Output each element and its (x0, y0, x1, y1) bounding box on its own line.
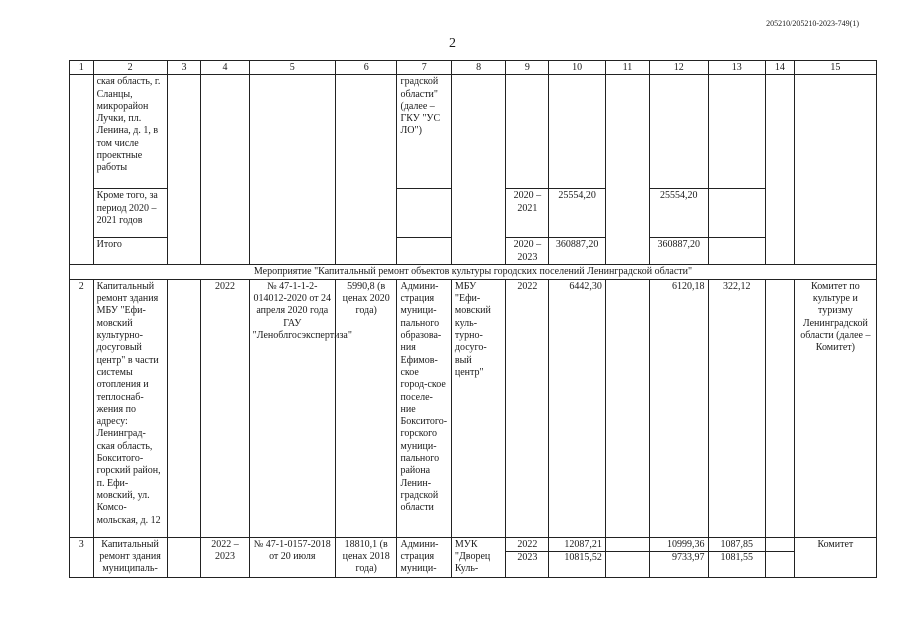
period-cell: 2022 – 2023 (201, 537, 249, 577)
row-number: 2 (70, 279, 94, 537)
besides-label: Кроме того, за период 2020 – 2021 годов (93, 189, 167, 238)
cost-cell: 5990,8 (в ценах 2020 года) (335, 279, 397, 537)
regional-cell: 6120,18 (650, 279, 709, 537)
total-cell: 25554,20 (549, 189, 605, 238)
total-label: Итого (93, 238, 167, 265)
year-cell: 2023 (506, 551, 548, 564)
column-number: 13 (708, 61, 765, 75)
responsible-cell: Комитет (794, 537, 876, 577)
table-row (70, 75, 877, 189)
page-number: 2 (449, 36, 456, 51)
local-cell: 1087,85 (720, 538, 754, 550)
customer-cell: Админи-страция муници-пального образова-ния Ефимов-ское город-ское поселе-ние Бокситого-горского муници-пального района Ленин-градской области (397, 279, 451, 537)
object-address-cont: ская область, г. Сланцы, микрорайон Лучки, пл. Ленина, д. 1, в том числе проектные работы (93, 75, 167, 189)
column-number: 11 (605, 61, 649, 75)
recipient-cell: МУК "Дворец Куль- (451, 537, 505, 577)
regional-cell: 10999,36 (667, 538, 705, 550)
column-number: 6 (335, 61, 397, 75)
column-number: 8 (451, 61, 505, 75)
expertise-cell: № 47-1-1-2-014012-2020 от 24 апреля 2020 года ГАУ "Леноблгосэкспертиза" (249, 279, 335, 537)
total-cell: 12087,21 (564, 538, 602, 550)
year-cell: 2020 – 2023 (506, 238, 549, 265)
customer-cont: градской области" (далее – ГКУ "УС ЛО") (397, 75, 451, 189)
total-cell: 360887,20 (549, 238, 605, 265)
object-name: Капитальный ремонт здания муниципаль- (93, 537, 167, 577)
regional-cell: 25554,20 (650, 189, 709, 238)
program-table (69, 60, 877, 578)
column-number: 3 (167, 61, 201, 75)
column-number: 5 (249, 61, 335, 75)
section-banner: Мероприятие "Капитальный ремонт объектов культуры городских поселений Ленинградской области" (70, 264, 877, 279)
column-number: 2 (93, 61, 167, 75)
responsible-cell: Комитет по культуре и туризму Ленинградской области (далее – Комитет) (794, 279, 876, 537)
year-cell: 2020 – 2021 (506, 189, 549, 238)
document-number: 205210/205210-2023-749(1) (766, 19, 859, 28)
customer-cell: Админи-страция муници- (397, 537, 451, 577)
local-cell: 322,12 (708, 279, 765, 537)
regional-cell: 9733,97 (650, 551, 708, 564)
column-number: 15 (794, 61, 876, 75)
total-cell: 6442,30 (549, 279, 605, 537)
total-cell: 10815,52 (549, 551, 604, 564)
recipient-cell: МБУ "Ефи-мовский куль-турно-досуго-вый центр" (451, 279, 505, 537)
column-number: 4 (201, 61, 249, 75)
expertise-cell: № 47-1-0157-2018 от 20 июля (249, 537, 335, 577)
year-cell: 2022 (506, 279, 549, 537)
column-number: 7 (397, 61, 451, 75)
table-row (70, 279, 877, 537)
local-cell: 1081,55 (709, 551, 765, 564)
column-number: 10 (549, 61, 605, 75)
object-name: Капитальный ремонт здания МБУ "Ефи-мовский культурно-досуговый центр" в части системы отопления и теплоснаб-жения по адресу: Ленинград-ская область, Бокситого-горский район, п. Ефи-мовский, ул. Комсо-мольская, д. 12 (93, 279, 167, 537)
row-number: 3 (70, 537, 94, 577)
regional-cell: 360887,20 (650, 238, 709, 265)
period-cell: 2022 (201, 279, 249, 537)
table-row (70, 537, 877, 577)
year-cell: 2022 (517, 538, 538, 550)
column-number-row (70, 61, 877, 75)
section-banner-row (70, 264, 877, 279)
column-number: 1 (70, 61, 94, 75)
column-number: 12 (650, 61, 709, 75)
cost-cell: 18810,1 (в ценах 2018 года) (335, 537, 397, 577)
column-number: 14 (766, 61, 795, 75)
column-number: 9 (506, 61, 549, 75)
